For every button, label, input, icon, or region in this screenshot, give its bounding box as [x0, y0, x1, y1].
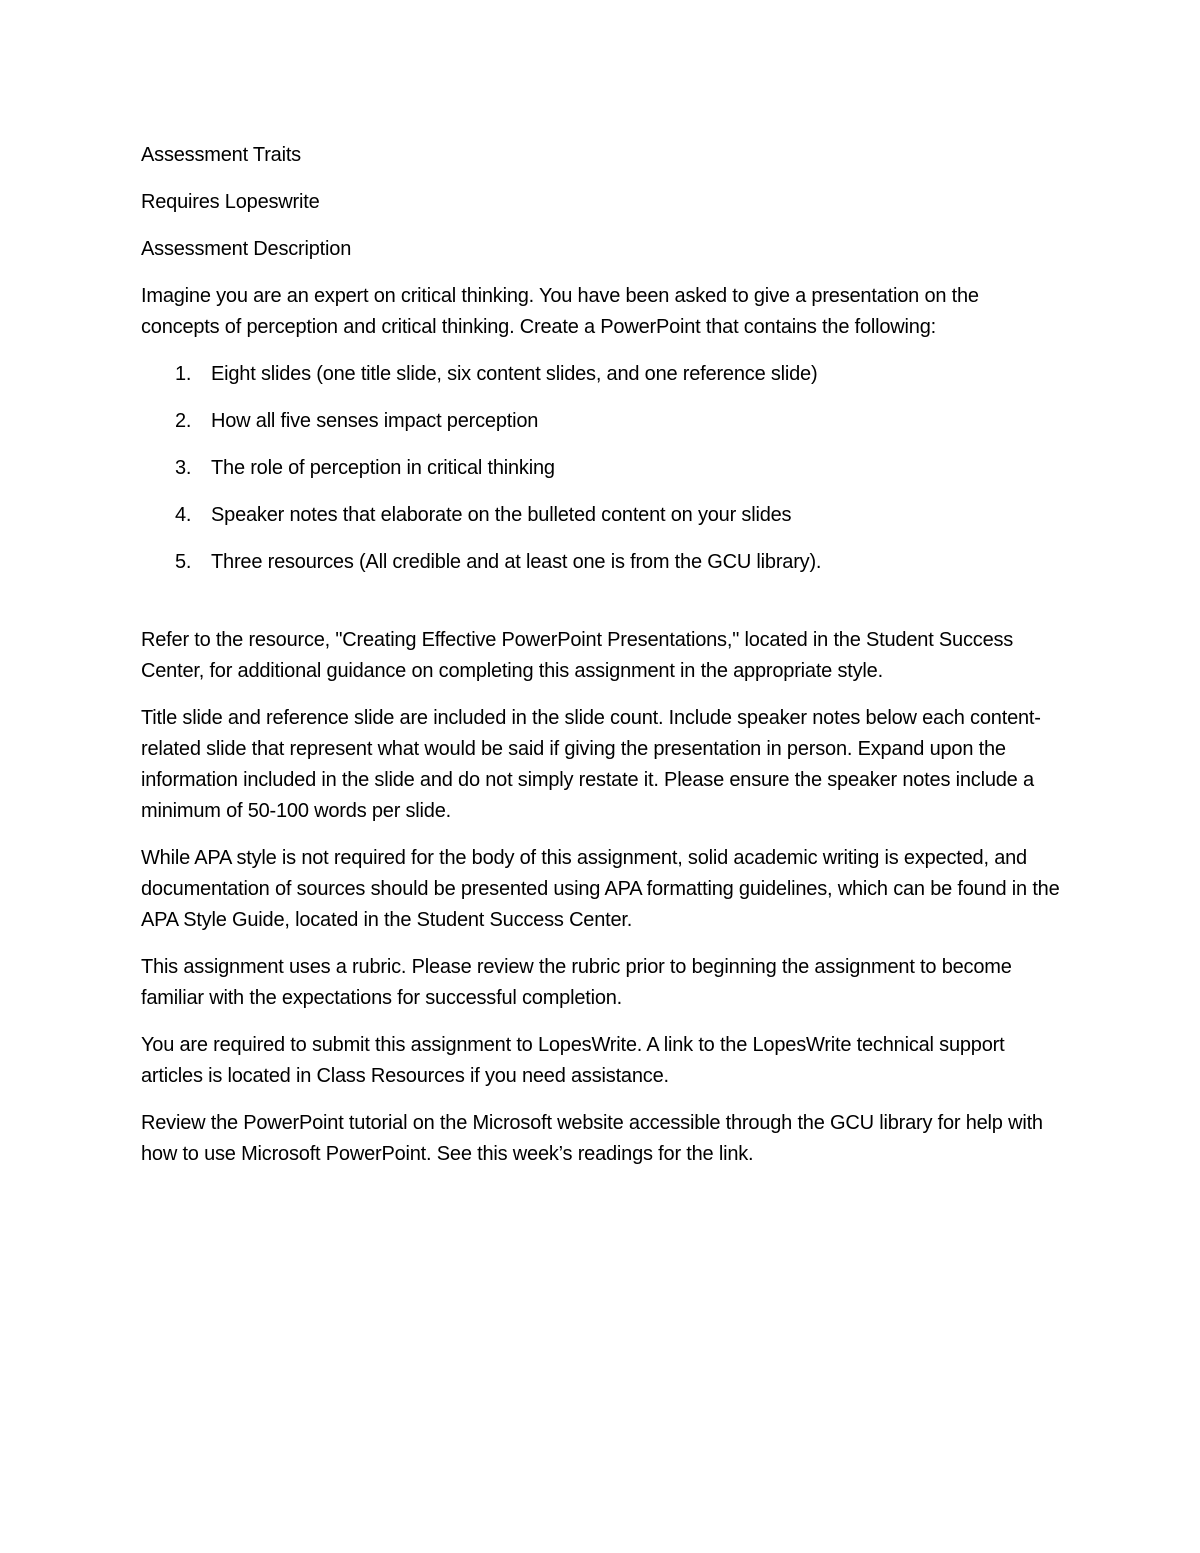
tutorial-paragraph: Review the PowerPoint tutorial on the Microsoft website accessible through the GCU library for help with how to use Microsoft PowerPoint. See this week’s readings for the link.: [141, 1112, 1043, 1165]
document-body: [141, 140, 1061, 1186]
lopeswrite-paragraph: You are required to submit this assignment to LopesWrite. A link to the LopesWrite technical support articles is located in Class Resources if you need assistance.: [141, 1034, 1005, 1087]
list-item: [141, 547, 1061, 578]
blank-line: [141, 594, 1061, 625]
resource-paragraph: Refer to the resource, "Creating Effective PowerPoint Presentations," located in the Student Success Center, for additional guidance on completing this assignment in the appropriate style.: [141, 629, 1014, 682]
intro-paragraph: Imagine you are an expert on critical thinking. You have been asked to give a presentation on the concepts of perception and critical thinking. Create a PowerPoint that contains the following:: [141, 285, 979, 338]
list-item-number: 1.: [175, 363, 192, 385]
assessment-traits-heading: Assessment Traits: [141, 144, 301, 166]
list-item-text: Speaker notes that elaborate on the bulleted content on your slides: [211, 504, 792, 526]
list-item-number: 4.: [175, 504, 192, 526]
requires-lopeswrite-line: Requires Lopeswrite: [141, 191, 320, 213]
list-item: [141, 359, 1061, 390]
slide-count-paragraph: Title slide and reference slide are included in the slide count. Include speaker notes below each content-related slide that represent what would be said if giving the presentation in person. Expand upon the information included in the slide and do not simply restate it. Please ensure the speaker notes include a minimum of 50-100 words per slide.: [141, 707, 1041, 822]
list-item-number: 5.: [175, 551, 192, 573]
list-item-text: Eight slides (one title slide, six content slides, and one reference slide): [211, 363, 818, 385]
list-item-text: How all five senses impact perception: [211, 410, 539, 432]
list-item-number: 3.: [175, 457, 192, 479]
list-item: [141, 500, 1061, 531]
requirements-list: [141, 359, 1061, 578]
list-item: [141, 406, 1061, 437]
list-item-text: The role of perception in critical thinking: [211, 457, 555, 479]
list-item-text: Three resources (All credible and at least one is from the GCU library).: [211, 551, 822, 573]
apa-style-paragraph: While APA style is not required for the body of this assignment, solid academic writing is expected, and documentation of sources should be presented using APA formatting guidelines, which can be found in the APA Style Guide, located in the Student Success Center.: [141, 847, 1060, 931]
list-item-number: 2.: [175, 410, 192, 432]
rubric-paragraph: This assignment uses a rubric. Please review the rubric prior to beginning the assignment to become familiar with the expectations for successful completion.: [141, 956, 1012, 1009]
list-item: [141, 453, 1061, 484]
assessment-description-heading: Assessment Description: [141, 238, 352, 260]
